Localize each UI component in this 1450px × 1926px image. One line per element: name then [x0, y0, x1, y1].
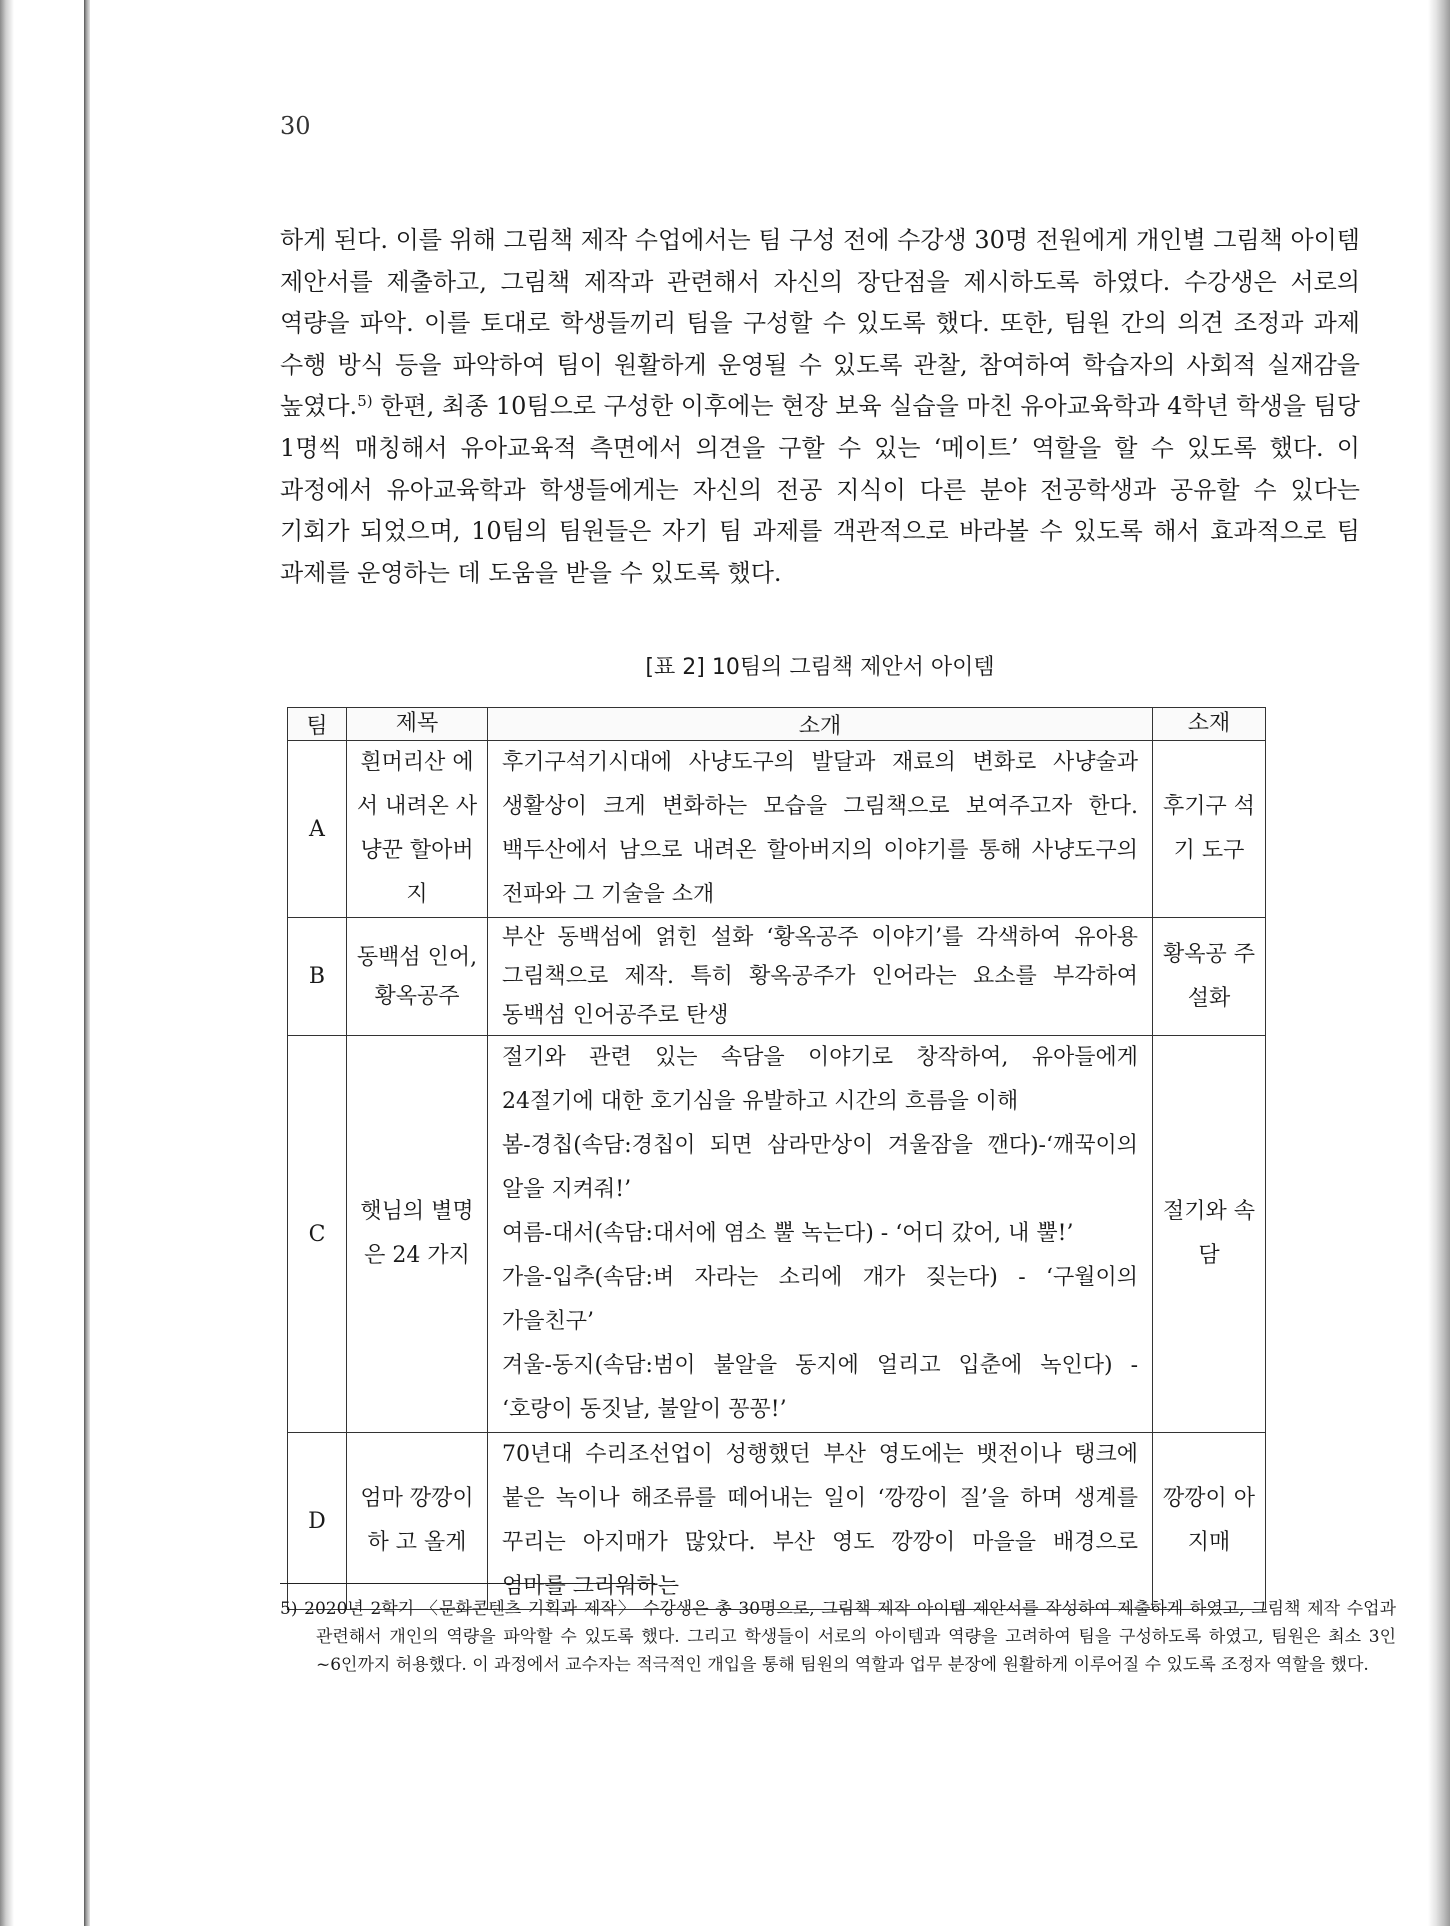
page-number: 30: [280, 112, 311, 140]
cell-topic: 후기구 석기 도구: [1153, 741, 1266, 918]
cell-topic: 깡깡이 아지매: [1153, 1433, 1266, 1610]
intro-line: 봄-경칩(속담:경칩이 되면 삼라만상이 겨울잠을 깬다)-‘깨꾹이의 알을 지켜줘!’: [502, 1133, 1138, 1202]
cell-team: A: [288, 741, 347, 918]
intro-line: 겨울-동지(속담:범이 불알을 동지에 얼리고 입춘에 녹인다) - ‘호랑이 동짓날, 불알이 꽁꽁!’: [502, 1353, 1138, 1422]
body-paragraph: [280, 220, 1360, 594]
cell-title: 햇님의 별명은 24 가지: [347, 1036, 488, 1433]
header-topic: 소재: [1153, 708, 1266, 741]
intro-line: 70년대 수리조선업이 성행했던 부산 영도에는 뱃전이나 탱크에 붙은 녹이나 해조류를 떼어내는 일이 ‘깡깡이 질’을 하며 생계를 꾸리는 아지매가 많았다. 부산 영도 깡깡이 마을을 배경으로 엄마를 그리워하는: [502, 1442, 1138, 1599]
table-header-row: [288, 708, 1266, 741]
cell-topic: 절기와 속담: [1153, 1036, 1266, 1433]
body-text-part2: 한편, 최종 10팀으로 구성한 이후에는 현장 보육 실습을 마친 유아교육학과 4학년 학생을 팀당 1명씩 매칭해서 유아교육적 측면에서 의견을 구할 수 있는 ‘메이트’ 역할을 할 수 있도록 했다. 이 과정에서 유아교육학과 학생들에게는 자신의 전공 지식이 다른 분야 전공학생과 공유할 수 있다는 기회가 되었으며, 10팀의 팀원들은 자기 팀 과제를 객관적으로 바라볼 수 있도록 해서 효과적으로 팀 과제를 운영하는 데 도움을 받을 수 있도록 했다.: [280, 392, 1360, 587]
intro-line: 절기와 관련 있는 속담을 이야기로 창작하여, 유아들에게 24절기에 대한 호기심을 유발하고 시간의 흐름을 이해: [502, 1045, 1138, 1114]
cell-title: 흰머리산 에서 내려온 사냥꾼 할아버지: [347, 741, 488, 918]
intro-line: 후기구석기시대에 사냥도구의 발달과 재료의 변화로 사냥술과 생활상이 크게 변화하는 모습을 그림책으로 보여주고자 한다. 백두산에서 남으로 내려온 할아버지의 이야기를 통해 사냥도구의 전파와 그 기술을 소개: [502, 750, 1138, 907]
footnote-reference[interactable]: 5): [357, 392, 373, 411]
table-caption: [표 2] 10팀의 그림책 제안서 아이템: [645, 655, 995, 680]
cell-title: 엄마 깡깡이하 고 올게: [347, 1433, 488, 1610]
cell-intro: [488, 918, 1153, 1036]
page-edge-right: [1428, 0, 1450, 1926]
table-row: [288, 918, 1266, 1036]
page: [90, 0, 1428, 1926]
body-text-part1: 하게 된다. 이를 위해 그림책 제작 수업에서는 팀 구성 전에 수강생 30명 전원에게 개인별 그림책 아이템 제안서를 제출하고, 그림책 제작과 관련해서 자신의 장단점을 제시하도록 하였다. 수강생은 서로의 역량을 파악. 이를 토대로 학생들끼리 팀을 구성할 수 있도록 했다. 또한, 팀원 간의 의견 조정과 과제 수행 방식 등을 파악하여 팀이 원활하게 운영될 수 있도록 관찰, 참여하여 학습자의 사회적 실재감을 높였다.: [280, 226, 1360, 421]
header-title: 제목: [347, 708, 488, 741]
cell-intro: [488, 741, 1153, 918]
header-team: 팀: [288, 708, 347, 741]
header-intro: 소개: [488, 708, 1153, 741]
cell-team: B: [288, 918, 347, 1036]
cell-title: 동백섬 인어, 황옥공주: [347, 918, 488, 1036]
cell-team: D: [288, 1433, 347, 1610]
intro-line: 부산 동백섬에 얽힌 설화 ‘황옥공주 이야기’를 각색하여 유아용 그림책으로 제작. 특히 황옥공주가 인어라는 요소를 부각하여 동백섬 인어공주로 탄생: [502, 925, 1138, 1028]
table-row: [288, 1036, 1266, 1433]
cell-intro: [488, 1036, 1153, 1433]
intro-line: 여름-대서(속담:대서에 염소 뿔 녹는다) - ‘어디 갔어, 내 뿔!’: [502, 1221, 1074, 1246]
proposal-items-table: [287, 707, 1266, 1610]
footnote-divider: [280, 1583, 655, 1584]
cell-topic: 황옥공 주 설화: [1153, 918, 1266, 1036]
cell-team: C: [288, 1036, 347, 1433]
table-row: [288, 741, 1266, 918]
intro-line: 가을-입추(속담:벼 자라는 소리에 개가 짖는다) - ‘구월이의 가을친구’: [502, 1265, 1138, 1334]
footnote: 5) 2020년 2학기 〈문화콘텐츠 기획과 제작〉 수강생은 총 30명으로, 그림책 제작 아이템 제안서를 작성하여 제출하게 하였고, 그림책 제작 수업과 관련해서 개인의 역량을 파악할 수 있도록 했다. 그리고 학생들이 서로의 아이템과 역량을 고려하여 팀을 구성하도록 하였고, 팀원은 최소 3인~6인까지 허용했다. 이 과정에서 교수자는 적극적인 개입을 통해 팀원의 역할과 업무 분장에 원활하게 이루어질 수 있도록 조정자 역할을 했다.: [280, 1599, 1396, 1675]
